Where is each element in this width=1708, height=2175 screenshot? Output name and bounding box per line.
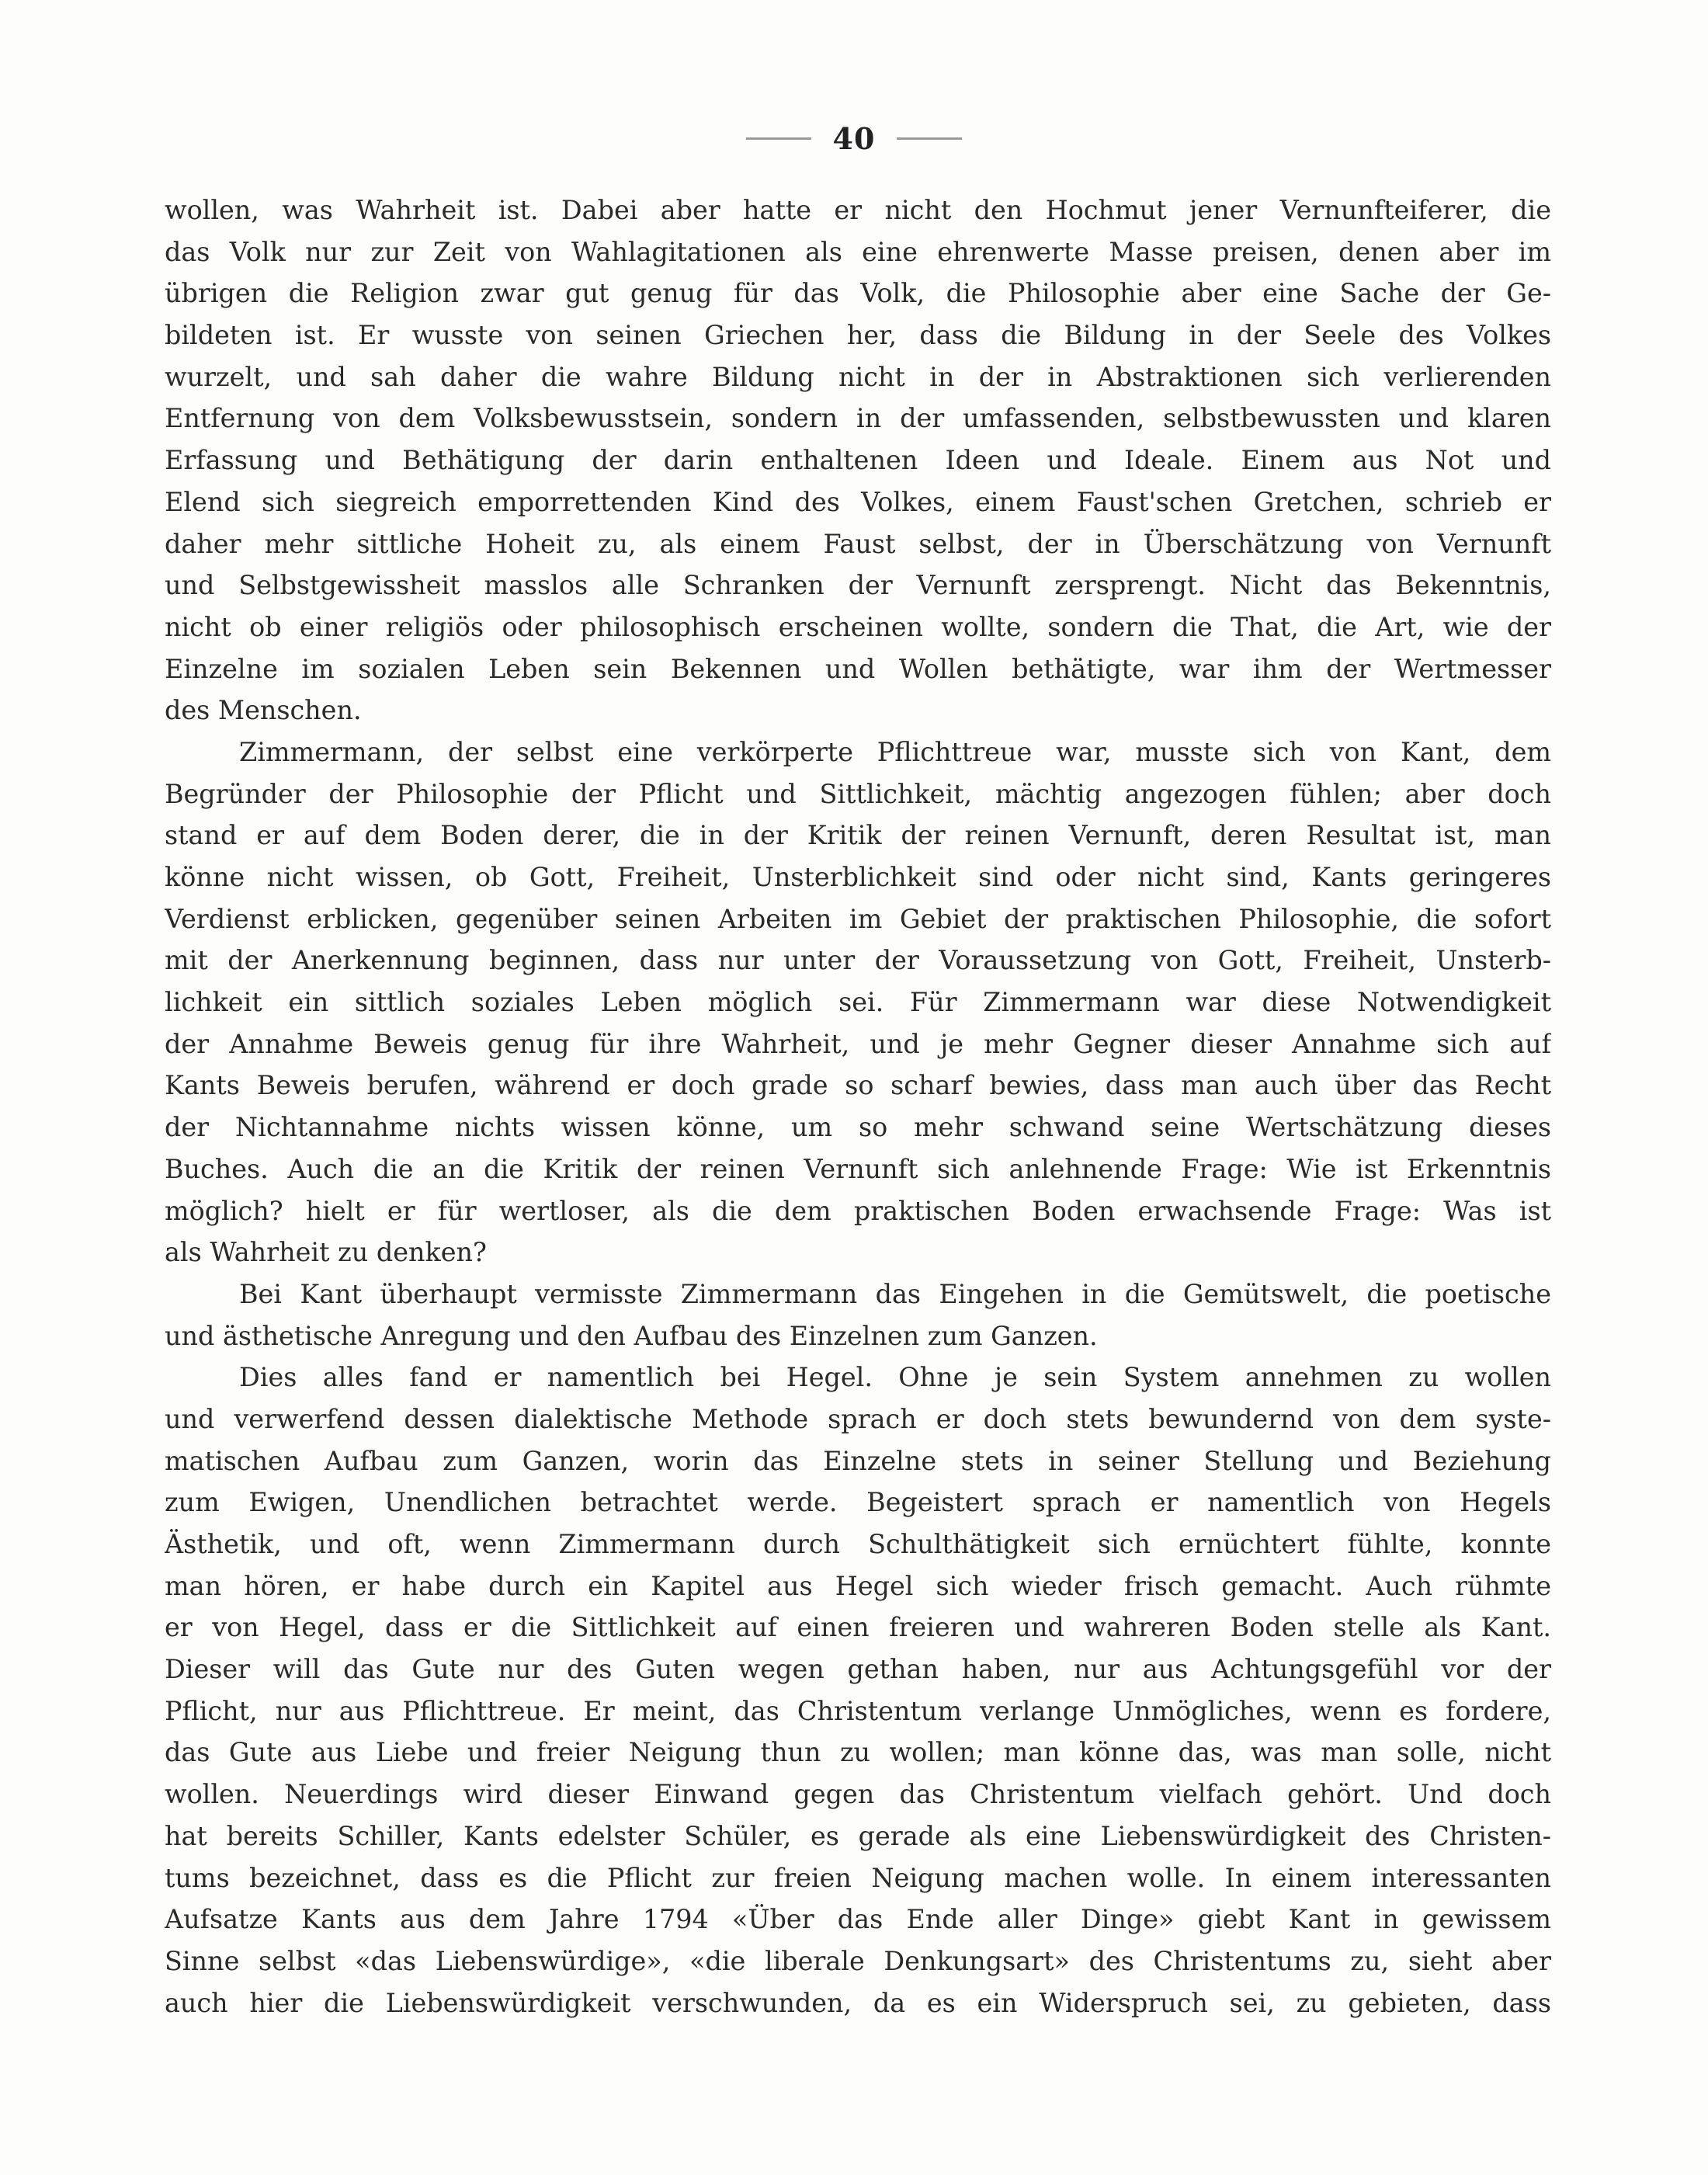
body-text — [165, 189, 1551, 2024]
text-line: daher mehr sittliche Hoheit zu, als einem Faust selbst, der in Überschätzung von Vernunft — [165, 528, 1551, 559]
text-line: bildeten ist. Er wusste von seinen Griechen her, dass die Bildung in der Seele des Volkes — [165, 320, 1551, 351]
text-line: Sinne selbst «das Liebenswürdige», «die liberale Denkungsart» des Christentums zu, sieht aber — [165, 1945, 1551, 1976]
text-line: lichkeit ein sittlich soziales Leben möglich sei. Für Zimmermann war diese Notwendigkeit — [165, 987, 1551, 1018]
text-line: Pflicht, nur aus Pflichttreue. Er meint, das Christentum verlange Unmögliches, wenn es fordere, — [165, 1695, 1551, 1726]
text-line: Dies alles fand er namentlich bei Hegel. Ohne je sein System annehmen zu wollen — [239, 1362, 1551, 1393]
text-line: und verwerfend dessen dialektische Methode sprach er doch stets bewundernd von dem syste- — [165, 1403, 1551, 1434]
text-line: Dieser will das Gute nur des Guten wegen gethan haben, nur aus Achtungsgefühl vor der — [165, 1654, 1551, 1685]
text-line: der Nichtannahme nichts wissen könne, um so mehr schwand seine Wertschätzung dieses — [165, 1112, 1551, 1143]
paragraph — [165, 731, 1551, 1273]
text-line: wollen. Neuerdings wird dieser Einwand gegen das Christentum vielfach gehört. Und doch — [165, 1779, 1551, 1810]
text-line: stand er auf dem Boden derer, die in der Kritik der reinen Vernunft, deren Resultat ist, man — [165, 820, 1551, 851]
text-line: Begründer der Philosophie der Pflicht und Sittlichkeit, mächtig angezogen fühlen; aber doch — [165, 778, 1551, 809]
text-line: das Volk nur zur Zeit von Wahlagitationen als eine ehrenwerte Masse preisen, denen aber im — [165, 236, 1551, 267]
text-line: und ästhetische Anregung und den Aufbau des Einzelnen zum Ganzen. — [165, 1320, 1098, 1351]
text-line: Zimmermann, der selbst eine verkörperte Pflichttreue war, musste sich von Kant, dem — [239, 736, 1551, 767]
text-line: Elend sich siegreich emporrettenden Kind des Volkes, einem Faust'schen Gretchen, schrieb er — [165, 486, 1551, 517]
paragraph — [165, 1273, 1551, 1357]
paragraph — [165, 189, 1551, 731]
text-line: zum Ewigen, Unendlichen betrachtet werde. Begeistert sprach er namentlich von Hegels — [165, 1487, 1551, 1518]
text-line: nicht ob einer religiös oder philosophisch erscheinen wollte, sondern die That, die Art, wie der — [165, 611, 1551, 642]
paragraph — [165, 1357, 1551, 2024]
header-rule-right — [897, 137, 962, 140]
text-line: der Annahme Beweis genug für ihre Wahrheit, und je mehr Gegner dieser Annahme sich auf — [165, 1028, 1551, 1059]
text-line: Verdienst erblicken, gegenüber seinen Arbeiten im Gebiet der praktischen Philosophie, die sofort — [165, 903, 1551, 934]
text-line: Entfernung von dem Volksbewusstsein, sondern in der umfassenden, selbstbewussten und klaren — [165, 403, 1551, 434]
page-number: 40 — [832, 120, 876, 156]
text-line: hat bereits Schiller, Kants edelster Schüler, es gerade als eine Liebenswürdigkeit des Christen- — [165, 1820, 1551, 1851]
text-line: Buches. Auch die an die Kritik der reinen Vernunft sich anlehnende Frage: Wie ist Erkenntnis — [165, 1153, 1551, 1184]
text-line: matischen Aufbau zum Ganzen, worin das Einzelne stets in seiner Stellung und Beziehung — [165, 1445, 1551, 1476]
text-line: mit der Anerkennung beginnen, dass nur unter der Voraussetzung von Gott, Freiheit, Unsterb- — [165, 945, 1551, 976]
text-line: könne nicht wissen, ob Gott, Freiheit, Unsterblichkeit sind oder nicht sind, Kants geringeres — [165, 862, 1551, 892]
text-line: möglich? hielt er für wertloser, als die dem praktischen Boden erwachsende Frage: Was ist — [165, 1195, 1551, 1226]
text-line: übrigen die Religion zwar gut genug für das Volk, die Philosophie aber eine Sache der Ge- — [165, 278, 1551, 309]
text-line: Erfassung und Bethätigung der darin enthaltenen Ideen und Ideale. Einem aus Not und — [165, 445, 1551, 476]
text-line: Kants Beweis berufen, während er doch grade so scharf bewies, dass man auch über das Recht — [165, 1070, 1551, 1101]
text-line: des Menschen. — [165, 695, 362, 726]
text-line: Aufsatze Kants aus dem Jahre 1794 «Über das Ende aller Dinge» giebt Kant in gewissem — [165, 1904, 1551, 1935]
text-line: man hören, er habe durch ein Kapitel aus Hegel sich wieder frisch gemacht. Auch rühmte — [165, 1570, 1551, 1601]
header-rule-left — [746, 137, 811, 140]
text-line: er von Hegel, dass er die Sittlichkeit auf einen freieren und wahreren Boden stelle als Kant. — [165, 1612, 1551, 1643]
text-line: auch hier die Liebenswürdigkeit verschwunden, da es ein Widerspruch sei, zu gebieten, dass — [165, 1987, 1551, 2018]
text-line: und Selbstgewissheit masslos alle Schranken der Vernunft zersprengt. Nicht das Bekenntnis, — [165, 570, 1551, 601]
text-line: Einzelne im sozialen Leben sein Bekennen und Wollen bethätigte, war ihm der Wertmesser — [165, 653, 1551, 684]
text-line: Bei Kant überhaupt vermisste Zimmermann das Eingehen in die Gemütswelt, die poetische — [239, 1278, 1551, 1309]
page-header — [0, 115, 1708, 162]
text-line: als Wahrheit zu denken? — [165, 1237, 487, 1268]
text-line: wurzelt, und sah daher die wahre Bildung nicht in der in Abstraktionen sich verlierenden — [165, 361, 1551, 392]
text-line: wollen, was Wahrheit ist. Dabei aber hatte er nicht den Hochmut jener Vernunfteiferer, die — [165, 195, 1551, 225]
text-line: Ästhetik, und oft, wenn Zimmermann durch Schulthätigkeit sich ernüchtert fühlte, konnte — [165, 1529, 1551, 1559]
text-line: tums bezeichnet, dass es die Pflicht zur freien Neigung machen wolle. In einem interessanten — [165, 1862, 1551, 1893]
text-line: das Gute aus Liebe und freier Neigung thun zu wollen; man könne das, was man solle, nicht — [165, 1737, 1551, 1768]
